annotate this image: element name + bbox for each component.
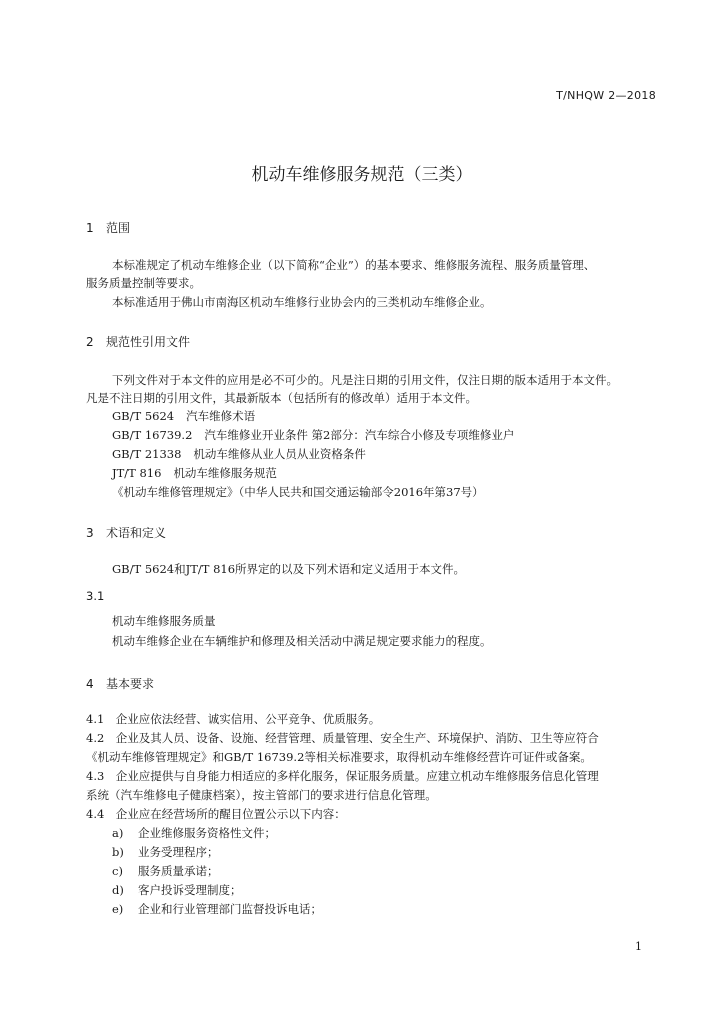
- regulation-reference: 《机动车维修管理规定》（中华人民共和国交通运输部令2016年第37号）: [112, 485, 484, 499]
- reference-name: 机动车维修服务规范: [173, 466, 277, 480]
- list-item: [112, 882, 242, 898]
- section-number: 2: [86, 335, 94, 349]
- terms-intro: GB/T 5624和JT/T 816所界定的以及下列术语和定义适用于本文件。: [112, 562, 466, 576]
- section-2-heading: [86, 333, 190, 350]
- reference-item: [112, 427, 514, 443]
- section-number: 3: [86, 526, 94, 540]
- clause-4-4: 4.4 企业应在经营场所的醒目位置公示以下内容：: [86, 807, 346, 821]
- reference-item: [112, 408, 255, 424]
- reference-item: [112, 465, 277, 481]
- clause-4-3-line-1: 4.3 企业应提供与自身能力相适应的多样化服务，保证服务质量。应建立机动车维修服务信息化管理: [86, 769, 599, 783]
- clause-4-2-line-2: 《机动车维修管理规定》和GB/T 16739.2等相关标准要求，取得机动车维修经营许可证件或备案。: [86, 750, 592, 764]
- clause-4-2-line-1: 4.2 企业及其人员、设备、设施、经营管理、质量管理、安全生产、环境保护、消防、卫生等应符合: [86, 731, 599, 745]
- section-title: 基本要求: [106, 677, 155, 691]
- list-item: [112, 863, 219, 879]
- list-text: 业务受理程序；: [138, 845, 219, 859]
- list-letter: e): [112, 902, 124, 916]
- standard-code: T/NHQW 2—2018: [556, 89, 656, 102]
- references-intro-line-1: 下列文件对于本文件的应用是必不可少的。凡是注日期的引用文件，仅注日期的版本适用于本文件。: [112, 373, 618, 387]
- list-item: [112, 901, 322, 917]
- scope-paragraph-2: 本标准适用于佛山市南海区机动车维修行业协会内的三类机动车维修企业。: [112, 295, 492, 309]
- section-number: 4: [86, 677, 94, 691]
- list-text: 客户投诉受理制度；: [138, 883, 242, 897]
- page-number: 1: [635, 940, 642, 953]
- reference-code: GB/T 21338: [112, 447, 182, 461]
- section-3-heading: [86, 524, 166, 541]
- list-text: 企业和行业管理部门监督投诉电话；: [138, 902, 322, 916]
- list-letter: b): [112, 845, 124, 859]
- reference-code: GB/T 5624: [112, 409, 175, 423]
- scope-paragraph-line-2: 服务质量控制等要求。: [86, 276, 201, 290]
- reference-name: 机动车维修从业人员从业资格条件: [193, 447, 366, 461]
- references-intro-line-2: 凡是不注日期的引用文件，其最新版本（包括所有的修改单）适用于本文件。: [86, 391, 477, 405]
- list-text: 服务质量承诺；: [138, 864, 219, 878]
- section-title: 术语和定义: [106, 526, 167, 540]
- clause-4-3-line-2: 系统（汽车维修电子健康档案），按主管部门的要求进行信息化管理。: [86, 788, 437, 802]
- reference-name: 汽车维修业开业条件 第2部分：汽车综合小修及专项维修业户: [204, 428, 515, 442]
- reference-code: GB/T 16739.2: [112, 428, 193, 442]
- list-letter: a): [112, 826, 124, 840]
- list-letter: d): [112, 883, 124, 897]
- reference-item: [112, 446, 366, 462]
- section-1-heading: [86, 219, 130, 236]
- list-item: [112, 825, 276, 841]
- term-title: 机动车维修服务质量: [112, 614, 216, 628]
- list-text: 企业维修服务资格性文件；: [138, 826, 276, 840]
- list-item: [112, 844, 219, 860]
- reference-code: JT/T 816: [112, 466, 162, 480]
- section-title: 规范性引用文件: [106, 335, 191, 349]
- list-letter: c): [112, 864, 123, 878]
- clause-4-1: 4.1 企业应依法经营、诚实信用、公平竞争、优质服务。: [86, 712, 381, 726]
- term-definition: 机动车维修企业在车辆维护和修理及相关活动中满足规定要求能力的程度。: [112, 634, 492, 648]
- section-4-heading: [86, 675, 154, 692]
- scope-paragraph-line-1: 本标准规定了机动车维修企业（以下简称“企业”）的基本要求、维修服务流程、服务质量管理、: [112, 258, 596, 272]
- term-number: 3.1: [86, 589, 105, 603]
- reference-name: 汽车维修术语: [186, 409, 256, 423]
- document-title: 机动车维修服务规范（三类）: [251, 165, 473, 185]
- section-title: 范围: [106, 221, 131, 235]
- section-number: 1: [86, 221, 94, 235]
